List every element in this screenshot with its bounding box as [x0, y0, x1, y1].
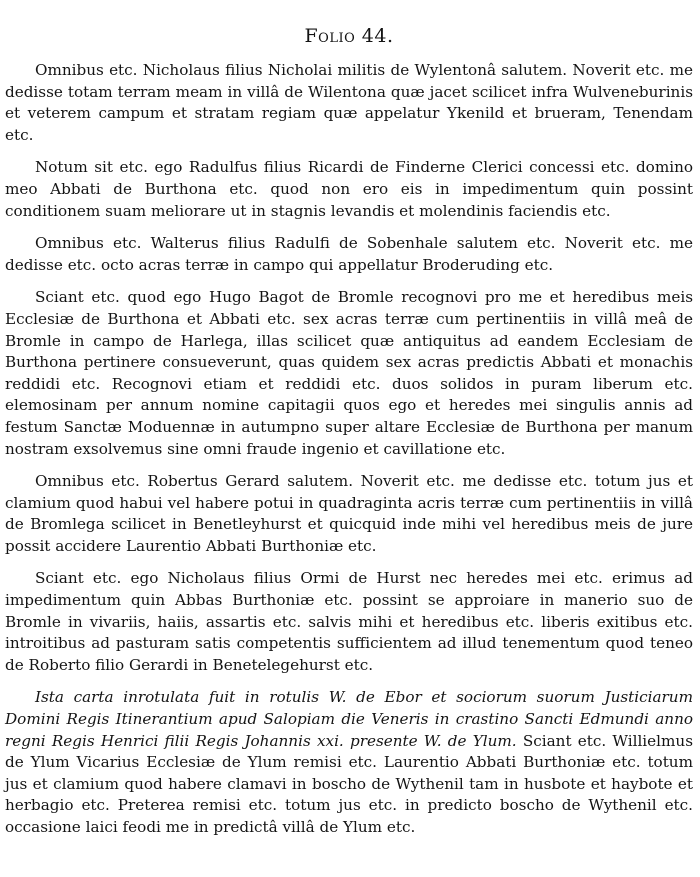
charter-paragraph: Sciant etc. quod ego Hugo Bagot de Bromle recognovi pro me et heredibus meis Ecclesiæ de Burthona et Abbati etc. sex acras terræ cum pertinentiis in villâ meâ de Bromle in campo de Harlega, illas scilicet quæ antiquitus ad eandem Ecclesiam de Burthona pertinere consueverunt, quas quidem sex acras predictis Abbati et monachis reddidi etc. Recognovi etiam et reddidi etc. duos solidos in puram liberum etc. elemosinam per annum nomine capitagii quos ego et heredes mei singulis annis ad festum Sanctæ Moduennæ in autumpno super altare Ecclesiæ de Burthona per manum nostram exsolvemus sine omni fraude ingenio et cavillatione etc.	[5, 288, 693, 458]
charter-text: Sciant etc. Willielmus de Ylum Vicarius Ecclesiæ de Ylum remisi etc. Laurentio Abbati Burthoniæ etc. totum jus et clamium quod habere clamavi in boscho de Wythenil tam in husbote et haybote et herbagio etc. Preterea remisi etc. totum jus etc. in predicto boscho de Wythenil etc. occasione laici feodi me in predictâ villâ de Ylum etc.	[5, 731, 693, 836]
charter-paragraph: Omnibus etc. Nicholaus filius Nicholai militis de Wylentonâ salutem. Noverit etc. me dedisse totam terram meam in villâ de Wilentona quæ jacet scilicet infra Wulveneburinis et veterem campum et stratam regiam quæ appelatur Ykenild et brueram, Tenendam etc.	[5, 61, 693, 144]
charter-paragraph: Omnibus etc. Robertus Gerard salutem. Noverit etc. me dedisse etc. totum jus et clamium quod habui vel habere potui in quadraginta acris terræ cum pertinentiis in villâ de Bromlega scilicet in Benetleyhurst et quicquid inde mihi vel heredibus meis de jure possit accidere Laurentio Abbati Burthoniæ etc.	[5, 472, 693, 555]
charter-paragraph: Omnibus etc. Walterus filius Radulfi de Sobenhale salutem etc. Noverit etc. me dedisse etc. octo acras terræ in campo qui appellatur Broderuding etc.	[5, 234, 693, 274]
enrolment-note: Ista carta inrotulata fuit in rotulis W. de Ebor et sociorum suorum Justiciarum Domini Regis Itinerantium apud Salopiam die Veneris in crastino Sancti Edmundi anno regni Regis Henrici filii Regis Johannis xxi. presente W. de Ylum.	[5, 688, 693, 750]
charter-paragraph-final	[5, 687, 693, 838]
folio-heading	[5, 24, 693, 48]
folio-title: Folio 44.	[304, 25, 394, 47]
charter-paragraph: Notum sit etc. ego Radulfus filius Ricardi de Finderne Clerici concessi etc. domino meo Abbati de Burthona etc. quod non ero eis in impedimentum quin possint conditionem suam meliorare ut in stagnis levandis et molendinis faciendis etc.	[5, 158, 693, 220]
document-page	[5, 24, 693, 839]
charter-paragraph: Sciant etc. ego Nicholaus filius Ormi de Hurst nec heredes mei etc. erimus ad impedimentum quin Abbas Burthoniæ etc. possint se approiare in manerio suo de Bromle in vivariis, haiis, assartis etc. salvis mihi et heredibus etc. liberis exitibus etc. introitibus ad pasturam satis competentis sufficientem ad illud tenementum quod teneo de Roberto filio Gerardi in Benetelegehurst etc.	[5, 569, 693, 674]
